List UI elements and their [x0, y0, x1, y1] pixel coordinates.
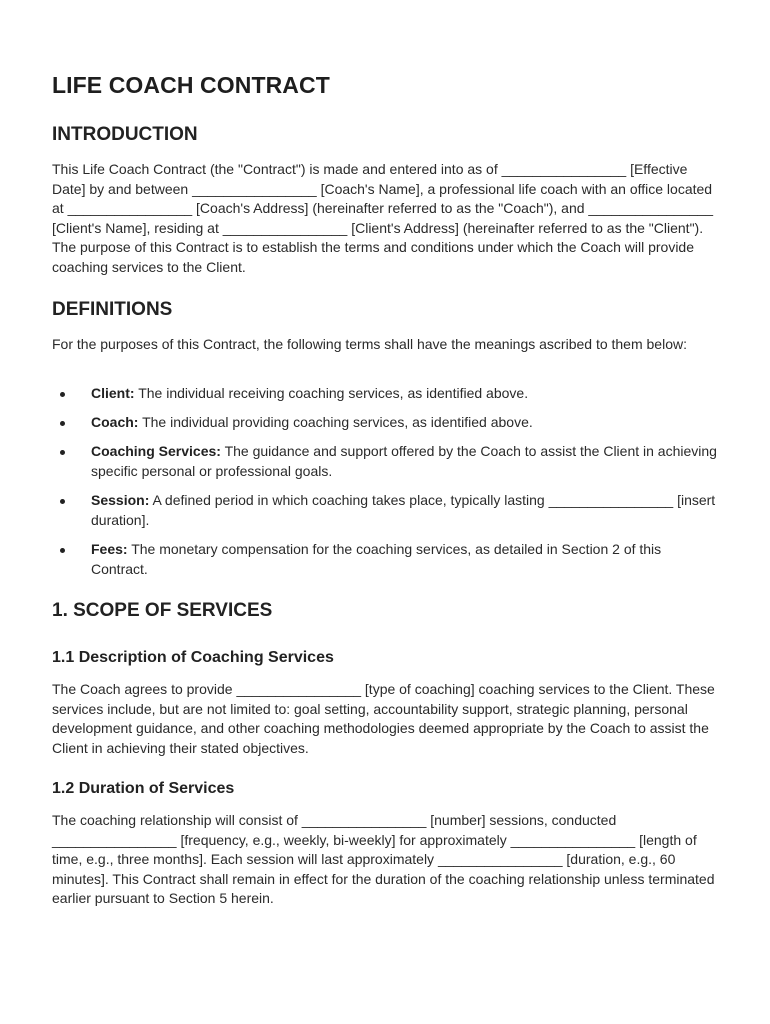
document-title: LIFE COACH CONTRACT — [52, 72, 330, 98]
description-paragraph: The Coach agrees to provide ________________ [type of coaching] coaching services to the Client. These services include, but are not limited to: goal setting, accountability support, strategic planning, personal development guidance, and other coaching methodologies deemed appropriate by the Coach to assist the Client in achieving their stated objectives. — [52, 681, 715, 756]
definition-text: A defined period in which coaching takes place, typically lasting ________________ [insert duration]. — [91, 492, 716, 528]
definition-text: The monetary compensation for the coaching services, as detailed in Section 2 of this Contract. — [91, 541, 662, 577]
bullet-icon — [60, 499, 65, 504]
scope-heading: 1. SCOPE OF SERVICES — [52, 600, 273, 621]
bullet-icon — [60, 421, 65, 426]
definition-item-coach — [52, 413, 720, 433]
introduction-heading: INTRODUCTION — [52, 124, 198, 145]
definition-term: Coach: — [91, 414, 139, 430]
definition-item-coaching-services — [52, 442, 720, 481]
duration-subheading: 1.2 Duration of Services — [52, 780, 235, 797]
definition-term: Coaching Services: — [91, 443, 221, 459]
definition-text: The individual receiving coaching services, as identified above. — [134, 385, 529, 401]
definition-item-session — [52, 491, 720, 530]
definition-item-fees — [52, 540, 720, 579]
definitions-heading: DEFINITIONS — [52, 299, 173, 320]
introduction-paragraph: This Life Coach Contract (the "Contract") is made and entered into as of ________________ [Effective Date] by and between ________________ [Coach's Name], a professional life coach with an office located at ________________ [Coach's Address] (hereinafter referred to as the "Coach"), and ________________ [Client's Name], residing at ________________ [Client's Address] (hereinafter referred to as the "Client"). The purpose of this Contract is to establish the terms and conditions under which the Coach will provide coaching services to the Client. — [52, 161, 713, 275]
definitions-intro: For the purposes of this Contract, the following terms shall have the meanings ascribed to them below: — [52, 336, 687, 352]
definition-text: The guidance and support offered by the Coach to assist the Client in achieving specific personal or professional goals. — [91, 443, 717, 479]
definition-term: Fees: — [91, 541, 128, 557]
definition-term: Session: — [91, 492, 150, 508]
duration-paragraph: The coaching relationship will consist of ________________ [number] sessions, conducted ________________ [frequency, e.g., weekly, bi-weekly] for approximately ________________ [length of time, e.g., three months]. Each session will last approximately ________________ [duration, e.g., 60 minutes]. This Contract shall remain in effect for the duration of the coaching relationship unless terminated earlier pursuant to Section 5 herein. — [52, 812, 715, 906]
bullet-icon — [60, 450, 65, 455]
definition-text: The individual providing coaching services, as identified above. — [138, 414, 533, 430]
bullet-icon — [60, 548, 65, 553]
bullet-icon — [60, 392, 65, 397]
description-subheading: 1.1 Description of Coaching Services — [52, 649, 334, 666]
definition-item-client — [52, 384, 720, 404]
definition-term: Client: — [91, 385, 135, 401]
